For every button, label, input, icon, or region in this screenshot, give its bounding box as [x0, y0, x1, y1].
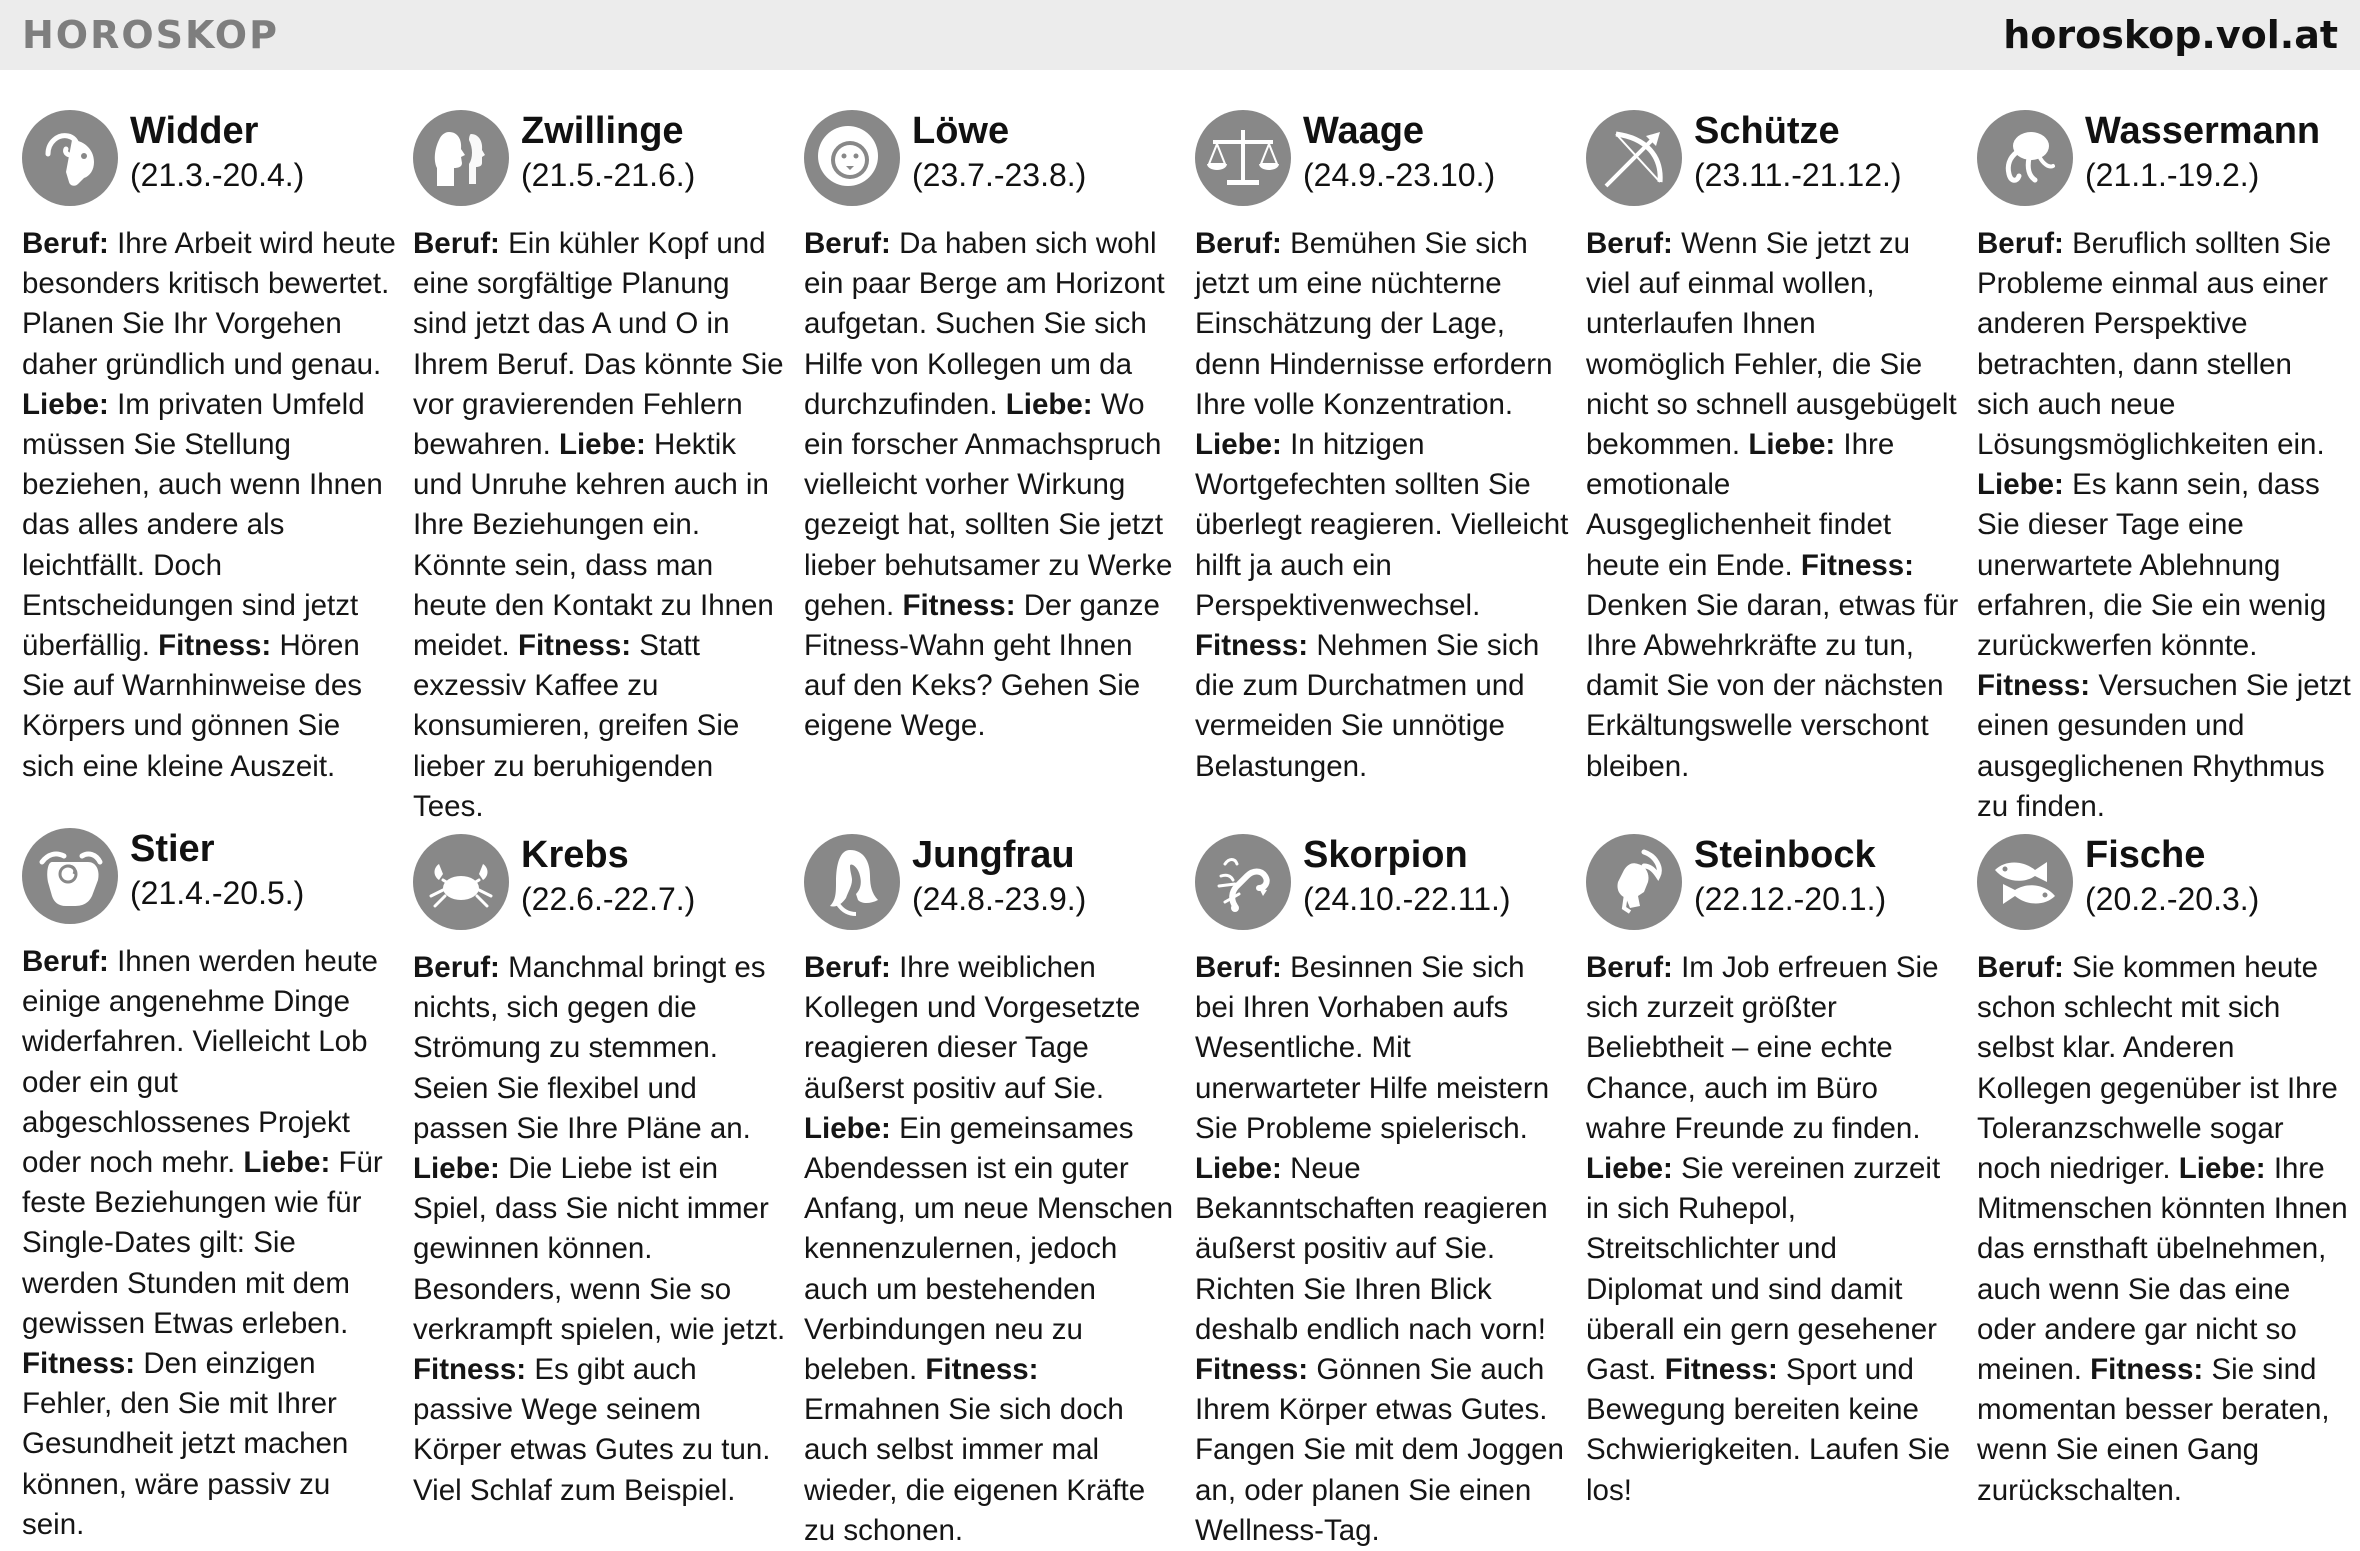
sign-dates: (20.2.-20.3.): [2085, 881, 2260, 917]
sign-dates: (23.7.-23.8.): [912, 157, 1087, 193]
sign-dates: (21.1.-19.2.): [2085, 157, 2260, 193]
sign-wassermann: [1977, 110, 2352, 827]
sign-dates: (21.4.-20.5.): [130, 875, 305, 911]
sign-steinbock: [1586, 834, 1961, 1511]
sign-name: Zwillinge: [521, 110, 684, 152]
sign-name: Widder: [130, 110, 259, 152]
sign-name: Jungfrau: [912, 834, 1075, 876]
scales-icon: [1195, 110, 1291, 206]
horoscope-text: Beruf: Bemühen Sie sich jetzt um eine nüchterne Einschätzung der Lage, denn Hindernisse erfordern Ihre volle Konzentration. Liebe: In hitzigen Wortgefechten sollten Sie überlegt reagieren. Vielleicht hilft ja auch ein Perspektivenwechsel. Fitness: Nehmen Sie sich die zum Durchatmen und vermeiden Sie unnötige Belastungen.: [1195, 227, 1569, 783]
horoscope-text: Beruf: Ein kühler Kopf und eine sorgfältige Planung sind jetzt das A und O in Ihrem Beruf. Das könnte Sie vor gravierenden Fehlern bewahren. Liebe: Hektik und Unruhe kehren auch in Ihre Beziehungen ein. Könnte sein, dass man heute den Kontakt zu Ihnen meidet. Fitness: Statt exzessiv Kaffee zu konsumieren, greifen Sie lieber zu beruhigenden Tees.: [413, 227, 784, 823]
horoscope-text: Beruf: Ihre Arbeit wird heute besonders kritisch bewertet. Planen Sie Ihr Vorgehen daher gründlich und genau. Liebe: Im privaten Umfeld müssen Sie Stellung beziehen, auch wenn Ihnen das alles andere als leichtfällt. Doch Entscheidungen sind jetzt überfällig. Fitness: Hören Sie auf Warnhinweise des Körpers und gönnen Sie sich eine kleine Auszeit.: [22, 227, 396, 783]
sign-loewe: [804, 110, 1179, 747]
sign-schuetze: [1586, 110, 1961, 787]
sign-name: Steinbock: [1694, 834, 1876, 876]
horoscope-text: Beruf: Beruflich sollten Sie Probleme einmal aus einer anderen Perspektive betrachten, dann stellen sich auch neue Lösungsmöglichkeiten ein. Liebe: Es kann sein, dass Sie dieser Tage eine unerwartete Ablehnung erfahren, die Sie ein wenig zurückwerfen könnte. Fitness: Versuchen Sie jetzt einen gesunden und ausgeglichenen Rhythmus zu finden.: [1977, 227, 2351, 823]
horoscope-text: Beruf: Ihnen werden heute einige angenehme Dinge widerfahren. Vielleicht Lob oder ein gut abgeschlossenes Projekt oder noch mehr. Liebe: Für feste Beziehungen wie für Single-Dates gilt: Sie werden Stunden mit dem gewissen Etwas erleben. Fitness: Den einzigen Fehler, den Sie mit Ihrer Gesundheit jetzt machen können, wäre passiv zu sein.: [22, 945, 383, 1541]
horoscope-text: Beruf: Im Job erfreuen Sie sich zurzeit größter Beliebtheit – eine echte Chance, auch im Büro wahre Freunde zu finden. Liebe: Sie vereinen zurzeit in sich Ruhepol, Streitschlichter und Diplomat und sind damit überall ein gern gesehener Gast. Fitness: Sport und Bewegung bereiten keine Schwierigkeiten. Laufen Sie los!: [1586, 951, 1951, 1507]
scorpion-icon: [1195, 834, 1291, 930]
sign-dates: (22.6.-22.7.): [521, 881, 696, 917]
sign-name: Fische: [2085, 834, 2206, 876]
archer-icon: [1586, 110, 1682, 206]
sign-dates: (24.10.-22.11.): [1303, 881, 1511, 917]
horoscope-text: Beruf: Da haben sich wohl ein paar Berge am Horizont aufgetan. Suchen Sie sich Hilfe von Kollegen um da durchzufinden. Liebe: Wo ein forscher Anmachspruch vielleicht vorher Wirkung gezeigt hat, sollten Sie jetzt lieber behutsamer zu Werke gehen. Fitness: Der ganze Fitness-Wahn geht Ihnen auf den Keks? Gehen Sie eigene Wege.: [804, 227, 1173, 743]
ram-icon: [22, 110, 118, 206]
sign-name: Waage: [1303, 110, 1425, 152]
sign-skorpion: [1195, 834, 1570, 1551]
sign-name: Stier: [130, 828, 215, 870]
sign-zwillinge: [413, 110, 788, 827]
bull-icon: [22, 828, 118, 924]
crab-icon: [413, 834, 509, 930]
horoscope-text: Beruf: Manchmal bringt es nichts, sich gegen die Strömung zu stemmen. Seien Sie flexibel und passen Sie Ihre Pläne an. Liebe: Die Liebe ist ein Spiel, dass Sie nicht immer gewinnen können. Besonders, wenn Sie so verkrampft spielen, wie jetzt. Fitness: Es gibt auch passive Wege seinem Körper etwas Gutes zu tun. Viel Schlaf zum Beispiel.: [413, 951, 786, 1507]
sign-name: Wassermann: [2085, 110, 2321, 152]
sign-name: Schütze: [1694, 110, 1840, 152]
sign-dates: (22.12.-20.1.): [1694, 881, 1887, 917]
sign-name: Löwe: [912, 110, 1010, 152]
sign-krebs: [413, 834, 788, 1511]
fish-icon: [1977, 834, 2073, 930]
page-header: [0, 0, 2360, 70]
water-bearer-icon: [1977, 110, 2073, 206]
sign-dates: (24.8.-23.9.): [912, 881, 1087, 917]
sign-dates: (21.5.-21.6.): [521, 157, 696, 193]
horoscope-text: Beruf: Ihre weiblichen Kollegen und Vorgesetzte reagieren dieser Tage äußerst positiv auf Sie. Liebe: Ein gemeinsames Abendessen ist ein guter Anfang, um neue Menschen kennenzulernen, jedoch auch um bestehenden Verbindungen neu zu beleben. Fitness: Ermahnen Sie sich doch auch selbst immer mal wieder, die eigenen Kräfte zu schonen.: [804, 951, 1173, 1547]
sign-widder: [22, 110, 397, 787]
sign-name: Skorpion: [1303, 834, 1468, 876]
sign-waage: [1195, 110, 1570, 787]
sign-fische: [1977, 834, 2352, 1511]
website-link[interactable]: horoskop.vol.at: [2003, 13, 2338, 57]
section-title: HOROSKOP: [22, 13, 279, 57]
goat-icon: [1586, 834, 1682, 930]
horoscope-text: Beruf: Sie kommen heute schon schlecht mit sich selbst klar. Anderen Kollegen gegenüber ist Ihre Toleranzschwelle sogar noch niedriger. Liebe: Ihre Mitmenschen könnten Ihnen das ernsthaft übelnehmen, auch wenn Sie das eine oder andere gar nicht so meinen. Fitness: Sie sind momentan besser beraten, wenn Sie einen Gang zurückschalten.: [1977, 951, 2348, 1507]
lion-icon: [804, 110, 900, 206]
horoscope-text: Beruf: Besinnen Sie sich bei Ihren Vorhaben aufs Wesentliche. Mit unerwarteter Hilfe meistern Sie Probleme spielerisch. Liebe: Neue Bekanntschaften reagieren äußerst positiv auf Sie. Richten Sie Ihren Blick deshalb endlich nach vorn! Fitness: Gönnen Sie auch Ihrem Körper etwas Gutes. Fangen Sie mit dem Joggen an, oder planen Sie einen Wellness-Tag.: [1195, 951, 1564, 1547]
sign-jungfrau: [804, 834, 1179, 1551]
sign-stier: [22, 828, 397, 1545]
sign-dates: (21.3.-20.4.): [130, 157, 305, 193]
sign-name: Krebs: [521, 834, 629, 876]
sign-dates: (24.9.-23.10.): [1303, 157, 1496, 193]
virgin-icon: [804, 834, 900, 930]
sign-dates: (23.11.-21.12.): [1694, 157, 1902, 193]
horoscope-text: Beruf: Wenn Sie jetzt zu viel auf einmal wollen, unterlaufen Ihnen womöglich Fehler, die Sie nicht so schnell ausgebügelt bekommen. Liebe: Ihre emotionale Ausgeglichenheit findet heute ein Ende. Fitness: Denken Sie daran, etwas für Ihre Abwehrkräfte zu tun, damit Sie von der nächsten Erkältungswelle verschont bleiben.: [1586, 227, 1959, 783]
twins-icon: [413, 110, 509, 206]
